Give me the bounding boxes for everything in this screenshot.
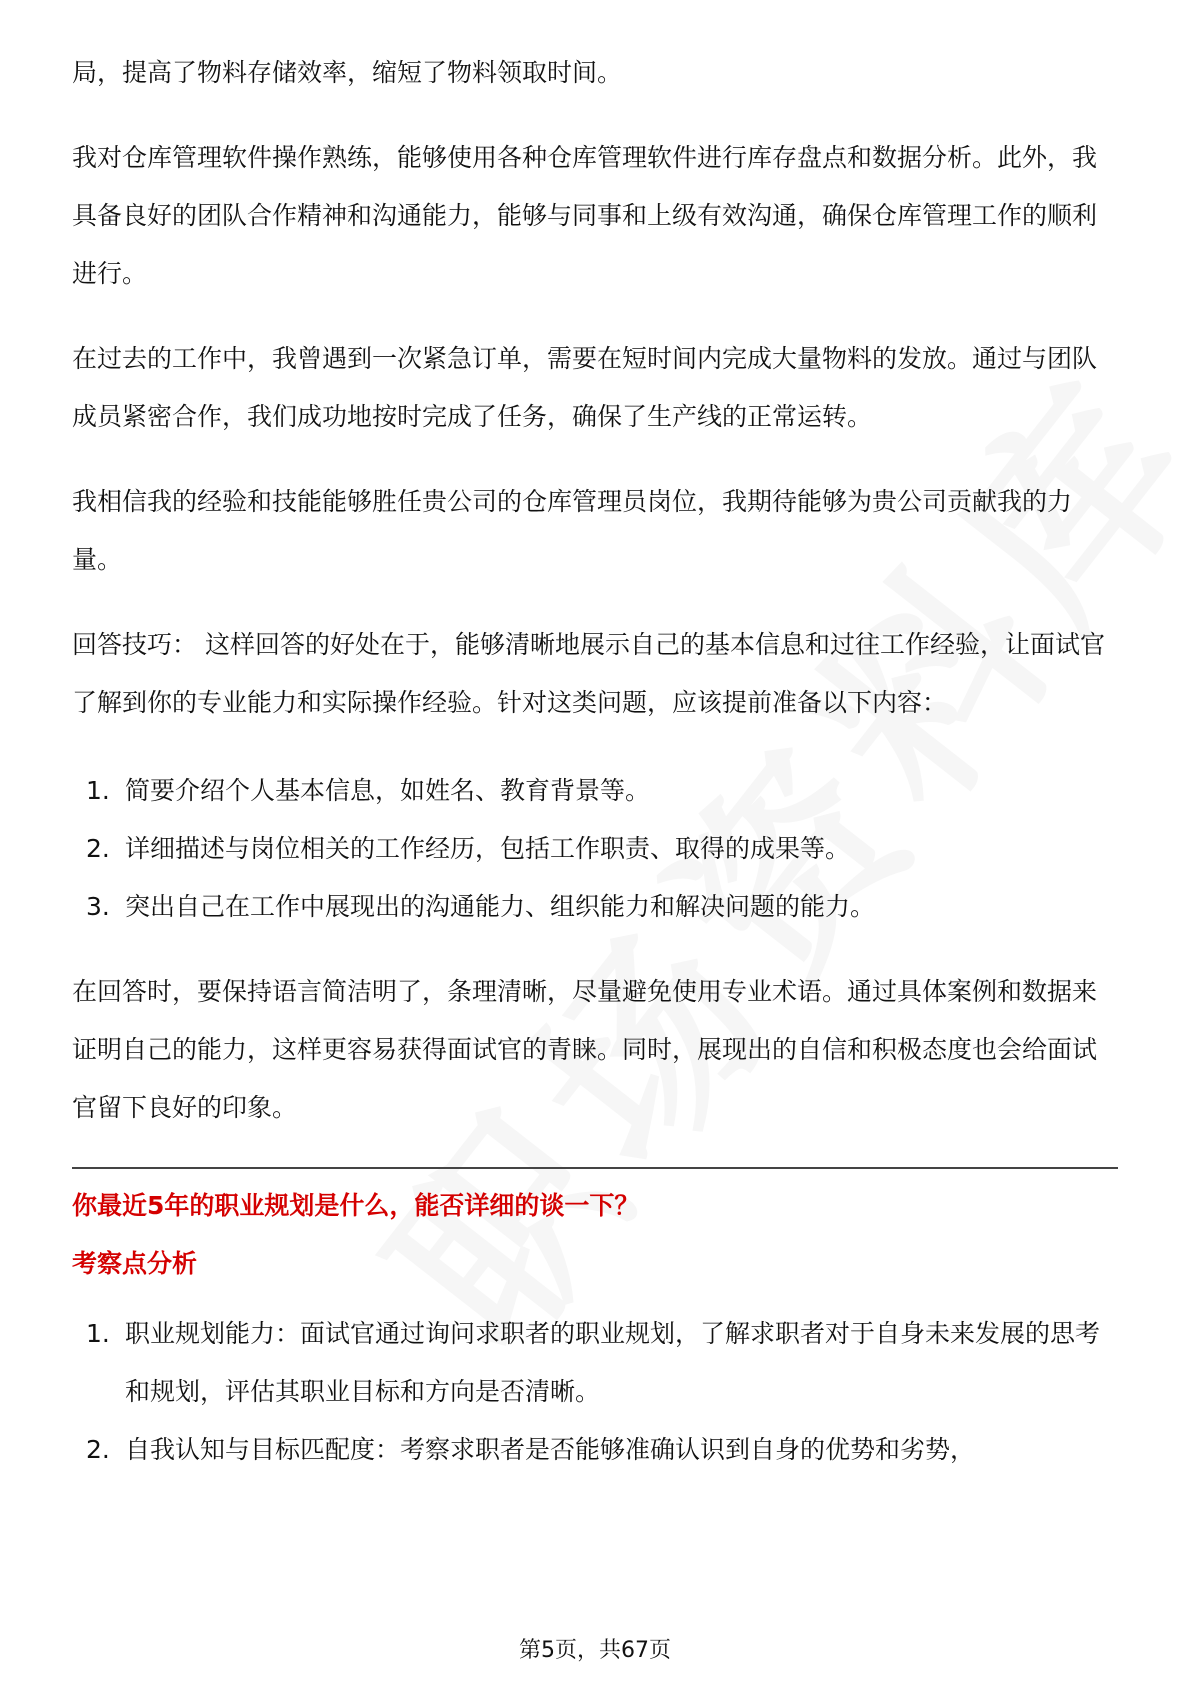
page-content (72, 44, 1118, 1479)
analysis-list (72, 1305, 1118, 1479)
tips-list (72, 762, 1118, 936)
paragraph-4: 我相信我的经验和技能能够胜任贵公司的仓库管理员岗位，我期待能够为贵公司贡献我的力量。 (72, 487, 1073, 574)
list-item (72, 762, 1118, 820)
list-number: 1. (86, 1319, 110, 1348)
list-text: 详细描述与岗位相关的工作经历，包括工作职责、取得的成果等。 (125, 834, 851, 863)
question-title: 你最近5年的职业规划是什么，能否详细的谈一下？ (72, 1191, 640, 1220)
paragraph-6: 在回答时，要保持语言简洁明了，条理清晰，尽量避免使用专业术语。通过具体案例和数据来证明自己的能力，这样更容易获得面试官的青睐。同时，展现出的自信和积极态度也会给面试官留下良好的印象。 (72, 977, 1098, 1122)
page-footer: 第5页，共67页 (519, 1638, 671, 1663)
list-text: 突出自己在工作中展现出的沟通能力、组织能力和解决问题的能力。 (125, 892, 876, 921)
list-text: 自我认知与目标匹配度：考察求职者是否能够准确认识到自身的优势和劣势， (125, 1435, 976, 1464)
list-number: 2. (86, 1435, 110, 1464)
list-number: 1. (86, 776, 110, 805)
list-text: 职业规划能力：面试官通过询问求职者的职业规划，了解求职者对于自身未来发展的思考和规划，评估其职业目标和方向是否清晰。 (125, 1319, 1101, 1406)
list-item (72, 1305, 1118, 1421)
paragraph-2: 我对仓库管理软件操作熟练，能够使用各种仓库管理软件进行库存盘点和数据分析。此外，我具备良好的团队合作精神和沟通能力，能够与同事和上级有效沟通，确保仓库管理工作的顺利进行。 (72, 143, 1098, 288)
list-number: 2. (86, 834, 110, 863)
list-text: 简要介绍个人基本信息，如姓名、教育背景等。 (125, 776, 651, 805)
paragraph-3: 在过去的工作中，我曾遇到一次紧急订单，需要在短时间内完成大量物料的发放。通过与团队成员紧密合作，我们成功地按时完成了任务，确保了生产线的正常运转。 (72, 344, 1098, 431)
paragraph-answer-tips: 回答技巧： 这样回答的好处在于，能够清晰地展示自己的基本信息和过往工作经验，让面试官了解到你的专业能力和实际操作经验。针对这类问题，应该提前准备以下内容： (72, 630, 1105, 717)
paragraph-1: 局，提高了物料存储效率，缩短了物料领取时间。 (72, 58, 623, 87)
section-divider (72, 1167, 1118, 1169)
list-number: 3. (86, 892, 110, 921)
list-item (72, 1421, 1118, 1479)
list-item (72, 878, 1118, 936)
analysis-heading: 考察点分析 (72, 1249, 198, 1278)
list-item (72, 820, 1118, 878)
